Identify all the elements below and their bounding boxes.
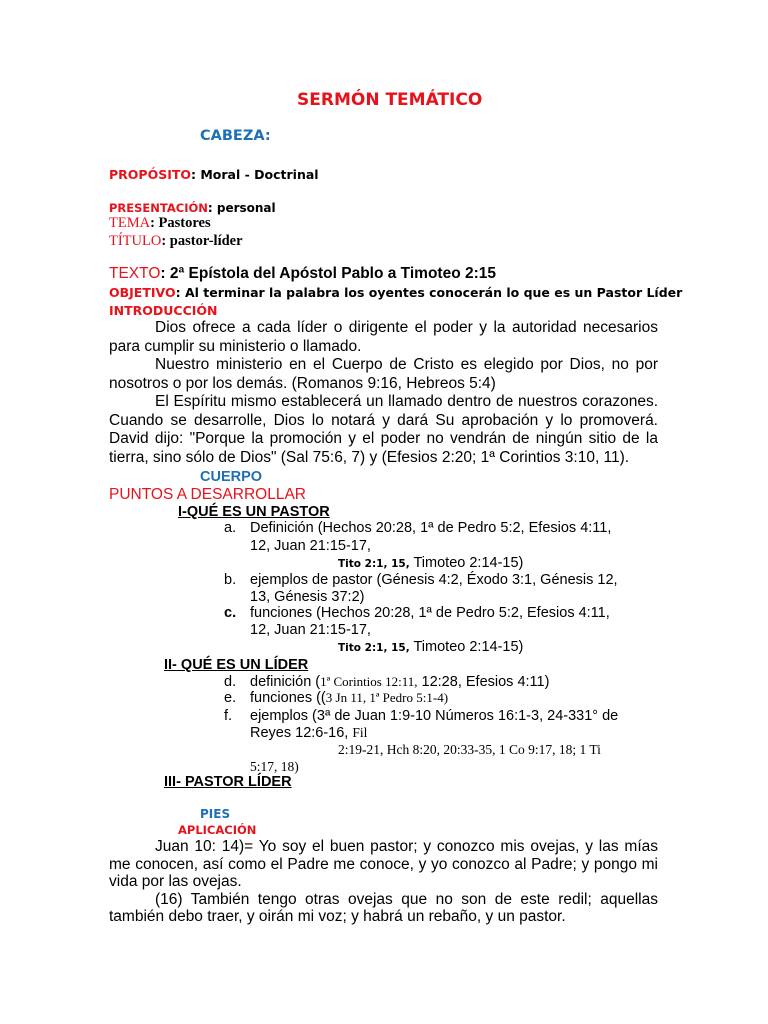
pies-heading: PIES: [200, 807, 231, 821]
presentacion-label: PRESENTACIÓN: [109, 201, 208, 215]
item-c-line1: funciones (Hechos 20:28, 1ª de Pedro 5:2, Efesios 4:11,: [250, 605, 610, 621]
item-b-line2: 13, Génesis 37:2): [250, 589, 365, 605]
introduccion-paragraph-2: Nuestro ministerio en el Cuerpo de Cristo es elegido por Dios, no por nosotros o por los demás. (Romanos 9:16, Hebreos 5:4): [109, 356, 658, 392]
tema-label: TEMA: [109, 215, 151, 231]
list-marker-f: f.: [224, 708, 233, 724]
puntos-heading: PUNTOS A DESARROLLAR: [109, 486, 306, 503]
proposito-line: [109, 167, 319, 182]
introduccion-heading: INTRODUCCIÓN: [109, 303, 218, 318]
titulo-value: : pastor-líder: [161, 233, 243, 249]
objetivo-value: : Al terminar la palabra los oyentes conocerán lo que es un Pastor Líder: [175, 285, 683, 300]
item-a-line1: Definición (Hechos 20:28, 1ª de Pedro 5:2, Efesios 4:11,: [250, 520, 612, 536]
cuerpo-heading: CUERPO: [200, 469, 263, 485]
proposito-value: : Moral - Doctrinal: [191, 167, 319, 182]
objetivo-line: [109, 285, 682, 300]
presentacion-line: [109, 201, 276, 215]
item-a-line2: 12, Juan 21:15-17,: [250, 538, 371, 554]
list-marker-d: d.: [224, 674, 237, 690]
aplicacion-paragraph-1: Juan 10: 14)= Yo soy el buen pastor; y conozco mis ovejas, y las mías me conocen, así como el Padre me conoce, y yo conozco al Padre; y pongo mi vida por las ovejas.: [109, 838, 658, 890]
titulo-line: [109, 233, 243, 250]
tema-value: : Pastores: [150, 215, 211, 231]
page-title: SERMÓN TEMÁTICO: [297, 90, 483, 110]
list-marker-c: c.: [224, 605, 237, 621]
list-marker-e: e.: [224, 690, 237, 706]
aplicacion-paragraph-2: (16) También tengo otras ovejas que no son de este redil; aquellas también debo traer, y oirán mi voz; y habrá un rebaño, y un pastor.: [109, 890, 658, 925]
item-f-line4: 5:17, 18): [250, 759, 299, 774]
objetivo-label: OBJETIVO: [109, 285, 176, 300]
item-f-line2: Reyes 12:6-16, Fil: [250, 725, 368, 741]
section-pastor-lider-heading: III- PASTOR LÍDER: [164, 774, 292, 790]
list-marker-a: a.: [224, 520, 237, 536]
list-marker-b: b.: [224, 572, 237, 588]
texto-label: TEXTO: [109, 265, 161, 282]
presentacion-value: : personal: [207, 201, 276, 215]
aplicacion-body: [109, 838, 658, 926]
section-lider-heading: II- QUÉ ES UN LÍDER: [164, 657, 309, 673]
aplicacion-heading: APLICACIÓN: [178, 823, 257, 837]
item-d-line1: definición (1ª Corintios 12:11, 12:28, Efesios 4:11): [250, 674, 550, 690]
introduccion-paragraph-3: El Espíritu mismo establecerá un llamado dentro de nuestros corazones. Cuando se desarrolle, Dios lo notará y dará Su aprobación y lo promoverá. David dijo: "Porque la promoción y el poder no vendrán de ningún sitio de la tierra, sino sólo de Dios" (Sal 75:6, 7) y (Efesios 2:20; 1ª Corintios 3:10, 11).: [109, 393, 658, 466]
section-pastor-heading: I-QUÉ ES UN PASTOR: [178, 504, 330, 520]
proposito-label: PROPÓSITO: [109, 167, 192, 182]
titulo-label: TÍTULO: [109, 233, 162, 249]
texto-value: : 2ª Epístola del Apóstol Pablo a Timoteo 2:15: [160, 265, 496, 282]
cabeza-heading: CABEZA:: [200, 128, 271, 144]
item-a-line3: Tito 2:1, 15, Timoteo 2:14-15): [338, 555, 524, 571]
item-f-line1: ejemplos (3ª de Juan 1:9-10 Números 16:1-3, 24-331° de: [250, 708, 619, 724]
item-f-line3: 2:19-21, Hch 8:20, 20:33-35, 1 Co 9:17, 18; 1 Ti: [338, 742, 601, 757]
item-c-line2: 12, Juan 21:15-17,: [250, 622, 371, 638]
item-c-line3: Tito 2:1, 15, Timoteo 2:14-15): [338, 639, 524, 655]
item-e-line1: funciones ((3 Jn 11, 1ª Pedro 5:1-4): [250, 690, 449, 706]
item-b-line1: ejemplos de pastor (Génesis 4:2, Éxodo 3:1, Génesis 12,: [250, 572, 618, 588]
tema-line: [109, 215, 211, 232]
texto-line: [109, 265, 496, 283]
introduccion-body: [109, 319, 658, 467]
introduccion-paragraph-1: Dios ofrece a cada líder o dirigente el poder y la autoridad necesarios para cumplir su ministerio o llamado.: [109, 319, 658, 355]
